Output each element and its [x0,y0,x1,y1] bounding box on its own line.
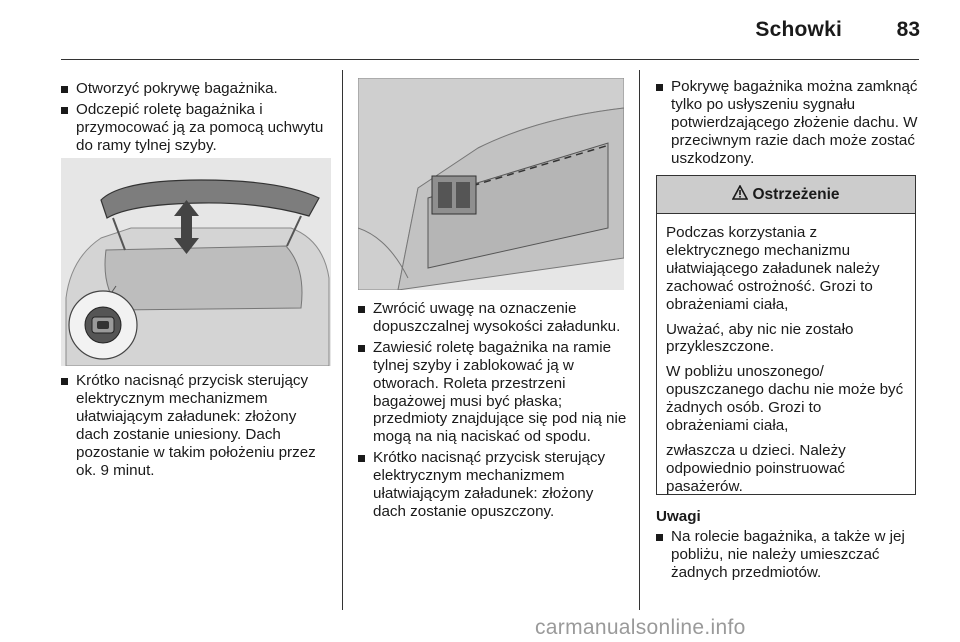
warning-paragraph: W pobliżu unoszonego/ opuszczanego dachu nie może być żadnych osób. Grozi to obrażeniami ciała, [666,363,904,435]
list-item: Otworzyć pokrywę bagażnika. [61,80,333,98]
instruction-list [656,78,924,168]
list-item: Krótko nacisnąć przycisk sterujący elektrycznym mechanizmem ułatwiającym załadunek: złożony dach zostanie opuszczony. [358,449,630,521]
note-title: Uwagi [656,508,701,525]
column-2 [358,300,630,524]
warning-box [656,175,916,495]
column-divider-right [639,70,640,610]
list-item: Zwrócić uwagę na oznaczenie dopuszczalnej wysokości załadunku. [358,300,630,336]
warning-paragraph: zwłaszcza u dzieci. Należy odpowiednio poinstruować pasażerów. [666,441,846,495]
figure-trunk-lid-raised [61,158,331,366]
column-1 [61,80,333,479]
page-header [0,0,960,60]
note-list [656,528,926,585]
warning-body [657,214,915,496]
list-item: Na rolecie bagażnika, a także w jej pobliżu, nie należy umieszczać żadnych przedmiotów. [656,528,926,582]
page-number: 83 [896,18,920,41]
list-item: Pokrywę bagażnika można zamknąć tylko po usłyszeniu sygnału potwierdzającego złożenie dachu. W przeciwnym razie dach może zostać uszkodzony. [656,78,924,168]
instruction-list-top [61,80,333,155]
list-item: Krótko nacisnąć przycisk sterujący elektrycznym mechanizmem ułatwiającym załadunek: złożony dach zostanie uniesiony. Dach pozostanie w takim położeniu przez ok. 9 minut. [61,372,333,479]
list-item: Odczepić roletę bagażnika i przymocować ją za pomocą uchwytu do ramy tylnej szyby. [61,101,333,155]
watermark: carmanualsonline.info [535,616,746,639]
warning-paragraph: Podczas korzystania z elektrycznego mechanizmu ułatwiającego załadunek należy zachować ostrożność. Grozi to obrażeniami ciała, [666,224,880,313]
column-3 [656,78,924,171]
warning-header [657,176,915,214]
instruction-list [358,300,630,521]
figure-trunk-interior [358,78,624,290]
instruction-list-bottom [61,372,333,482]
list-item: Zawiesić roletę bagażnika na ramie tylnej szyby i zablokować ją w otworach. Roleta przestrzeni bagażowej musi być płaska; przedmioty znajdujące się pod nią nie mogą na nią naciskać od spodu. [358,339,630,446]
warning-paragraph: Uważać, aby nic nie zostało przykleszczone. [666,320,854,356]
warning-title: Ostrzeżenie [752,185,840,203]
column-divider-left [342,70,343,610]
warning-triangle-icon [732,185,748,205]
page-title: Schowki [755,18,842,41]
header-divider [61,59,919,60]
button-icon [69,291,137,359]
